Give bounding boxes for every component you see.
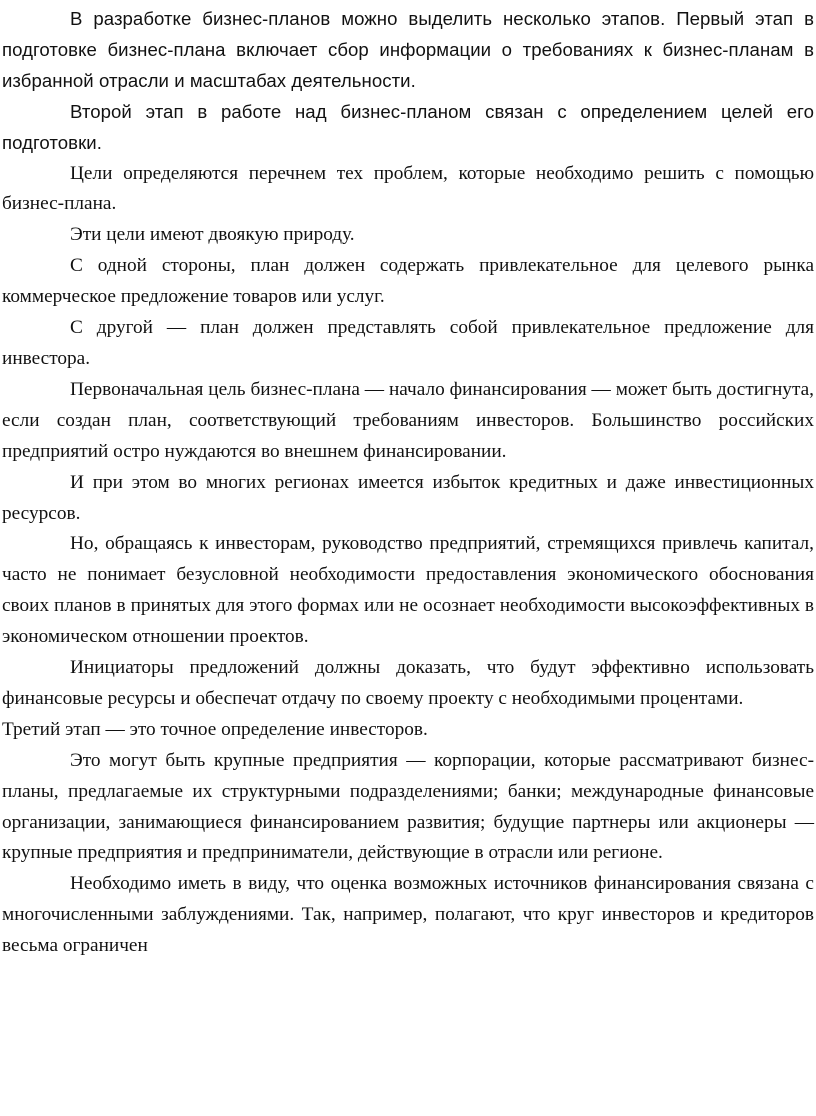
paragraph-stages-intro: В разработке бизнес-планов можно выделить несколько этапов. Первый этап в подготовке бизнес-плана включает сбор информации о требованиях к бизнес-планам в избранной отрасли и масштабах деятельности. xyxy=(2,8,814,91)
paragraph-other-side: С другой — план должен представлять собой привлекательное предложение для инвестора. xyxy=(2,317,814,369)
paragraph-dual-nature: Эти цели имеют двоякую природу. xyxy=(70,224,355,246)
paragraph-management-misunderstanding: Но, обращаясь к инвесторам, руководство предприятий, стремящихся привлечь капитал, часто не понимает безусловной необходимости предоставления экономического обоснования своих планов в принятых для этого формах или не осознает необходимости высокоэффективных в экономическом отношении проектов. xyxy=(2,533,814,648)
paragraph-one-side: С одной стороны, план должен содержать привлекательное для целевого рынка коммерческое предложение товаров или услуг. xyxy=(2,255,814,308)
paragraph-initial-goal: Первоначальная цель бизнес-плана — начало финансирования — может быть достигнута, если создан план, соответствующий требованиям инвесторов. Большинство российских предприятий остро нуждаются во внешнем финансировании. xyxy=(2,378,814,462)
paragraph-third-stage: Третий этап — это точное определение инвесторов. xyxy=(2,718,428,740)
paragraph-misconceptions: Необходимо иметь в виду, что оценка возможных источников финансирования связана с многочисленными заблуждениями. Так, например, полагают, что круг инвесторов и кредиторов весьма ограничен xyxy=(2,873,814,957)
paragraph-excess-resources: И при этом во многих регионах имеется избыток кредитных и даже инвестиционных ресурсов. xyxy=(2,471,814,524)
paragraph-investor-types: Это могут быть крупные предприятия — корпорации, которые рассматривают бизнес-планы, предлагаемые их структурными подразделениями; банки; международные финансовые организации, занимающиеся финансированием развития; будущие партнеры или акционеры — крупные предприятия и предприниматели, действующие в отрасли или регионе. xyxy=(2,749,814,864)
paragraph-second-stage: Второй этап в работе над бизнес-планом связан с определением целей его подготовки. xyxy=(2,100,814,153)
paragraph-initiators: Инициаторы предложений должны доказать, что будут эффективно использовать финансовые ресурсы и обеспечат отдачу по своему проекту с необходимыми процентами. xyxy=(2,657,814,709)
paragraph-goals-definition: Цели определяются перечнем тех проблем, которые необходимо решить с помощью бизнес-плана. xyxy=(2,162,814,215)
